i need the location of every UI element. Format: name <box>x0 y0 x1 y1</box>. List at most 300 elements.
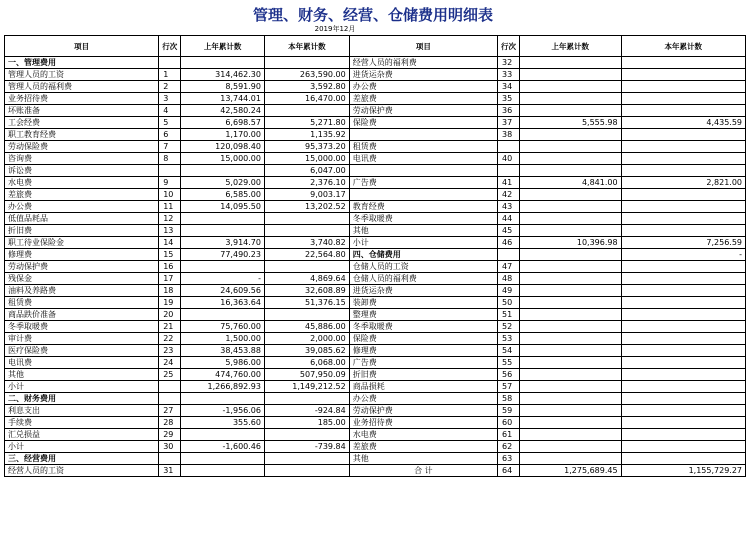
item-cell-left: 咨询费 <box>5 153 159 165</box>
last-year-cell-left: 1,500.00 <box>181 333 265 345</box>
row-no-cell-left: 15 <box>159 249 181 261</box>
item-cell-right: 保险费 <box>349 117 497 129</box>
item-cell-right: 其他 <box>349 225 497 237</box>
this-year-cell-right <box>621 141 745 153</box>
item-cell-right <box>349 189 497 201</box>
last-year-cell-right <box>519 189 621 201</box>
item-cell-right: 办公费 <box>349 81 497 93</box>
row-no-cell-left: 1 <box>159 69 181 81</box>
item-cell-left: 油料及养路费 <box>5 285 159 297</box>
last-year-cell-left: -1,600.46 <box>181 441 265 453</box>
item-cell-right: 冬季取暖费 <box>349 321 497 333</box>
last-year-cell-right <box>519 213 621 225</box>
this-year-cell-right: 4,435.59 <box>621 117 745 129</box>
item-cell-left: 手续费 <box>5 417 159 429</box>
this-year-cell-left: -924.84 <box>264 405 349 417</box>
last-year-cell-right <box>519 141 621 153</box>
this-year-cell-left: 185.00 <box>264 417 349 429</box>
last-year-cell-right <box>519 153 621 165</box>
item-cell-right <box>349 129 497 141</box>
last-year-cell-left: 42,580.24 <box>181 105 265 117</box>
row-no-cell-right: 44 <box>497 213 519 225</box>
table-row <box>5 189 746 201</box>
last-year-cell-left <box>181 309 265 321</box>
this-year-cell-left: 263,590.00 <box>264 69 349 81</box>
this-year-cell-right <box>621 261 745 273</box>
this-year-cell-left: 3,740.82 <box>264 237 349 249</box>
report-date: 2019年12月 <box>314 25 356 33</box>
expense-ledger-table <box>4 35 746 477</box>
this-year-cell-right <box>621 165 745 177</box>
header-row-no-left: 行次 <box>159 36 181 57</box>
table-row <box>5 357 746 369</box>
item-cell-left: 冬季取暖费 <box>5 321 159 333</box>
this-year-cell-right <box>621 369 745 381</box>
last-year-cell-right <box>519 417 621 429</box>
last-year-cell-left: 1,170.00 <box>181 129 265 141</box>
this-year-cell-right: 1,155,729.27 <box>621 465 745 477</box>
last-year-cell-right <box>519 297 621 309</box>
last-year-cell-left: 3,914.70 <box>181 237 265 249</box>
table-row <box>5 177 746 189</box>
row-no-cell-right: 64 <box>497 465 519 477</box>
row-no-cell-right: 45 <box>497 225 519 237</box>
row-no-cell-right: 37 <box>497 117 519 129</box>
table-row <box>5 165 746 177</box>
last-year-cell-left: 120,098.40 <box>181 141 265 153</box>
last-year-cell-right <box>519 261 621 273</box>
last-year-cell-left <box>181 213 265 225</box>
item-cell-right: 四、仓储费用 <box>349 249 497 261</box>
this-year-cell-right <box>621 333 745 345</box>
table-row <box>5 321 746 333</box>
last-year-cell-right <box>519 81 621 93</box>
item-cell-right <box>349 165 497 177</box>
last-year-cell-left <box>181 165 265 177</box>
row-no-cell-left: 9 <box>159 177 181 189</box>
row-no-cell-right: 53 <box>497 333 519 345</box>
table-row <box>5 117 746 129</box>
last-year-cell-right <box>519 369 621 381</box>
last-year-cell-left: 77,490.23 <box>181 249 265 261</box>
row-no-cell-right: 34 <box>497 81 519 93</box>
this-year-cell-left: 39,085.62 <box>264 345 349 357</box>
table-row <box>5 105 746 117</box>
last-year-cell-left: 13,744.01 <box>181 93 265 105</box>
last-year-cell-left: 38,453.88 <box>181 345 265 357</box>
this-year-cell-left: 507,950.09 <box>264 369 349 381</box>
row-no-cell-right: 54 <box>497 345 519 357</box>
this-year-cell-left: 3,592.80 <box>264 81 349 93</box>
item-cell-right: 水电费 <box>349 429 497 441</box>
item-cell-right: 其他 <box>349 453 497 465</box>
item-cell-left: 医疗保险费 <box>5 345 159 357</box>
table-row <box>5 129 746 141</box>
last-year-cell-left: 355.60 <box>181 417 265 429</box>
item-cell-right: 广告费 <box>349 357 497 369</box>
row-no-cell-right: 55 <box>497 357 519 369</box>
row-no-cell-right: 33 <box>497 69 519 81</box>
row-no-cell-left: 28 <box>159 417 181 429</box>
row-no-cell-right: 52 <box>497 321 519 333</box>
last-year-cell-right <box>519 357 621 369</box>
row-no-cell-left: 12 <box>159 213 181 225</box>
item-cell-right: 整理费 <box>349 309 497 321</box>
item-cell-left: 租赁费 <box>5 297 159 309</box>
last-year-cell-left <box>181 393 265 405</box>
last-year-cell-right <box>519 441 621 453</box>
row-no-cell-right: 40 <box>497 153 519 165</box>
last-year-cell-right <box>519 273 621 285</box>
table-row <box>5 441 746 453</box>
item-cell-right: 进货运杂费 <box>349 69 497 81</box>
row-no-cell-left: 2 <box>159 81 181 93</box>
last-year-cell-right <box>519 381 621 393</box>
item-cell-left: 管理人员的福利费 <box>5 81 159 93</box>
this-year-cell-left <box>264 261 349 273</box>
this-year-cell-left: 5,271.80 <box>264 117 349 129</box>
table-row <box>5 261 746 273</box>
this-year-cell-right <box>621 441 745 453</box>
this-year-cell-left: 95,373.20 <box>264 141 349 153</box>
table-row <box>5 81 746 93</box>
this-year-cell-right: 7,256.59 <box>621 237 745 249</box>
item-cell-left: 水电费 <box>5 177 159 189</box>
last-year-cell-left <box>181 225 265 237</box>
this-year-cell-left <box>264 105 349 117</box>
this-year-cell-right <box>621 309 745 321</box>
this-year-cell-right <box>621 189 745 201</box>
this-year-cell-right <box>621 285 745 297</box>
item-cell-right: 广告费 <box>349 177 497 189</box>
last-year-cell-left: 14,095.50 <box>181 201 265 213</box>
this-year-cell-right <box>621 225 745 237</box>
this-year-cell-left: 9,003.17 <box>264 189 349 201</box>
this-year-cell-left: 45,886.00 <box>264 321 349 333</box>
item-cell-left: 诉讼费 <box>5 165 159 177</box>
item-cell-right: 劳动保护费 <box>349 405 497 417</box>
header-item-left: 项目 <box>5 36 159 57</box>
row-no-cell-right: 58 <box>497 393 519 405</box>
this-year-cell-right <box>621 381 745 393</box>
table-row <box>5 93 746 105</box>
this-year-cell-right <box>621 345 745 357</box>
this-year-cell-left: 16,470.00 <box>264 93 349 105</box>
table-row <box>5 153 746 165</box>
last-year-cell-right <box>519 165 621 177</box>
row-no-cell-left: 31 <box>159 465 181 477</box>
item-cell-right: 装卸费 <box>349 297 497 309</box>
last-year-cell-right <box>519 249 621 261</box>
this-year-cell-left: 2,376.10 <box>264 177 349 189</box>
table-row <box>5 345 746 357</box>
this-year-cell-right <box>621 321 745 333</box>
this-year-cell-left: 13,202.52 <box>264 201 349 213</box>
item-cell-left: 小计 <box>5 441 159 453</box>
table-row <box>5 333 746 345</box>
row-no-cell-left: 27 <box>159 405 181 417</box>
table-row <box>5 369 746 381</box>
last-year-cell-right: 1,275,689.45 <box>519 465 621 477</box>
row-no-cell-right: 38 <box>497 129 519 141</box>
header-last-year-right: 上年累计数 <box>519 36 621 57</box>
last-year-cell-left: 16,363.64 <box>181 297 265 309</box>
row-no-cell-right: 56 <box>497 369 519 381</box>
last-year-cell-left: 24,609.56 <box>181 285 265 297</box>
this-year-cell-right <box>621 417 745 429</box>
item-cell-left: 其他 <box>5 369 159 381</box>
row-no-cell-left: 25 <box>159 369 181 381</box>
item-cell-left: 折旧费 <box>5 225 159 237</box>
this-year-cell-left <box>264 429 349 441</box>
item-cell-left: 差旅费 <box>5 189 159 201</box>
item-cell-left: 坏账准备 <box>5 105 159 117</box>
last-year-cell-left: 474,760.00 <box>181 369 265 381</box>
row-no-cell-right: 46 <box>497 237 519 249</box>
this-year-cell-right <box>621 273 745 285</box>
last-year-cell-left: 6,585.00 <box>181 189 265 201</box>
row-no-cell-right: 42 <box>497 189 519 201</box>
row-no-cell-right: 48 <box>497 273 519 285</box>
table-row <box>5 309 746 321</box>
table-row <box>5 225 746 237</box>
item-cell-right: 修理费 <box>349 345 497 357</box>
item-cell-right: 电讯费 <box>349 153 497 165</box>
item-cell-left: 审计费 <box>5 333 159 345</box>
row-no-cell-left: 19 <box>159 297 181 309</box>
item-cell-left: 管理人员的工资 <box>5 69 159 81</box>
table-row <box>5 453 746 465</box>
row-no-cell-left: 29 <box>159 429 181 441</box>
item-cell-left: 利息支出 <box>5 405 159 417</box>
last-year-cell-left: -1,956.06 <box>181 405 265 417</box>
this-year-cell-left: 1,135.92 <box>264 129 349 141</box>
last-year-cell-left <box>181 57 265 69</box>
last-year-cell-right <box>519 225 621 237</box>
this-year-cell-right <box>621 393 745 405</box>
row-no-cell-right: 50 <box>497 297 519 309</box>
this-year-cell-left <box>264 309 349 321</box>
last-year-cell-right <box>519 93 621 105</box>
this-year-cell-left: 22,564.80 <box>264 249 349 261</box>
last-year-cell-left: 75,760.00 <box>181 321 265 333</box>
last-year-cell-right <box>519 393 621 405</box>
row-no-cell-left: 10 <box>159 189 181 201</box>
this-year-cell-right: - <box>621 249 745 261</box>
item-cell-right: 租赁费 <box>349 141 497 153</box>
last-year-cell-left <box>181 453 265 465</box>
item-cell-left: 经营人员的工资 <box>5 465 159 477</box>
table-row <box>5 249 746 261</box>
table-row <box>5 201 746 213</box>
item-cell-left: 业务招待费 <box>5 93 159 105</box>
this-year-cell-left <box>264 213 349 225</box>
item-cell-left: 修理费 <box>5 249 159 261</box>
item-cell-right: 小计 <box>349 237 497 249</box>
last-year-cell-right <box>519 69 621 81</box>
last-year-cell-right <box>519 201 621 213</box>
row-no-cell-right <box>497 165 519 177</box>
this-year-cell-left: 6,047.00 <box>264 165 349 177</box>
table-row <box>5 213 746 225</box>
row-no-cell-left: 14 <box>159 237 181 249</box>
row-no-cell-right: 47 <box>497 261 519 273</box>
page-title: 管理、财务、经营、仓储费用明细表 <box>252 6 493 24</box>
this-year-cell-left <box>264 465 349 477</box>
last-year-cell-right <box>519 129 621 141</box>
row-no-cell-right: 63 <box>497 453 519 465</box>
header-this-year-left: 本年累计数 <box>264 36 349 57</box>
this-year-cell-left: 2,000.00 <box>264 333 349 345</box>
this-year-cell-left: 51,376.15 <box>264 297 349 309</box>
last-year-cell-left <box>181 465 265 477</box>
table-row <box>5 273 746 285</box>
this-year-cell-left: -739.84 <box>264 441 349 453</box>
this-year-cell-right <box>621 105 745 117</box>
this-year-cell-right <box>621 357 745 369</box>
row-no-cell-left: 18 <box>159 285 181 297</box>
table-row <box>5 405 746 417</box>
header-row-no-right: 行次 <box>497 36 519 57</box>
this-year-cell-right <box>621 297 745 309</box>
last-year-cell-right <box>519 429 621 441</box>
last-year-cell-right <box>519 309 621 321</box>
this-year-cell-left: 15,000.00 <box>264 153 349 165</box>
table-row <box>5 393 746 405</box>
item-cell-left: 工会经费 <box>5 117 159 129</box>
item-cell-right: 商品损耗 <box>349 381 497 393</box>
table-header-row <box>5 36 746 57</box>
this-year-cell-right <box>621 93 745 105</box>
table-row <box>5 417 746 429</box>
item-cell-right: 差旅费 <box>349 93 497 105</box>
item-cell-left: 汇兑损益 <box>5 429 159 441</box>
item-cell-right: 冬季取暖费 <box>349 213 497 225</box>
row-no-cell-right: 41 <box>497 177 519 189</box>
row-no-cell-right: 43 <box>497 201 519 213</box>
this-year-cell-left: 32,608.89 <box>264 285 349 297</box>
last-year-cell-right <box>519 57 621 69</box>
this-year-cell-right <box>621 405 745 417</box>
row-no-cell-left: 21 <box>159 321 181 333</box>
item-cell-left: 商品跌价准备 <box>5 309 159 321</box>
row-no-cell-right: 36 <box>497 105 519 117</box>
item-cell-left: 劳动保护费 <box>5 261 159 273</box>
row-no-cell-left: 8 <box>159 153 181 165</box>
last-year-cell-right <box>519 333 621 345</box>
row-no-cell-right: 49 <box>497 285 519 297</box>
item-cell-right: 合 计 <box>349 465 497 477</box>
row-no-cell-left: 13 <box>159 225 181 237</box>
table-row <box>5 297 746 309</box>
this-year-cell-right <box>621 69 745 81</box>
last-year-cell-left: 5,029.00 <box>181 177 265 189</box>
item-cell-left: 小计 <box>5 381 159 393</box>
item-cell-left: 一、管理费用 <box>5 57 159 69</box>
row-no-cell-left <box>159 453 181 465</box>
row-no-cell-right: 62 <box>497 441 519 453</box>
row-no-cell-left: 24 <box>159 357 181 369</box>
last-year-cell-left: 8,591.90 <box>181 81 265 93</box>
this-year-cell-left <box>264 57 349 69</box>
row-no-cell-left: 4 <box>159 105 181 117</box>
table-row <box>5 237 746 249</box>
item-cell-left: 职工待业保险金 <box>5 237 159 249</box>
this-year-cell-right <box>621 57 745 69</box>
this-year-cell-left <box>264 453 349 465</box>
row-no-cell-left <box>159 57 181 69</box>
item-cell-right: 仓储人员的福利费 <box>349 273 497 285</box>
row-no-cell-left: 17 <box>159 273 181 285</box>
item-cell-left: 办公费 <box>5 201 159 213</box>
row-no-cell-right: 51 <box>497 309 519 321</box>
table-row <box>5 141 746 153</box>
this-year-cell-right <box>621 201 745 213</box>
last-year-cell-right: 4,841.00 <box>519 177 621 189</box>
this-year-cell-right <box>621 81 745 93</box>
this-year-cell-left <box>264 393 349 405</box>
item-cell-right: 差旅费 <box>349 441 497 453</box>
row-no-cell-left <box>159 165 181 177</box>
row-no-cell-left <box>159 381 181 393</box>
table-row <box>5 69 746 81</box>
header-item-right: 项目 <box>349 36 497 57</box>
this-year-cell-right <box>621 429 745 441</box>
item-cell-left: 残保金 <box>5 273 159 285</box>
row-no-cell-right: 35 <box>497 93 519 105</box>
last-year-cell-left: - <box>181 273 265 285</box>
last-year-cell-right <box>519 405 621 417</box>
item-cell-left: 职工教育经费 <box>5 129 159 141</box>
last-year-cell-left: 314,462.30 <box>181 69 265 81</box>
item-cell-left: 电讯费 <box>5 357 159 369</box>
last-year-cell-left: 5,986.00 <box>181 357 265 369</box>
last-year-cell-left <box>181 261 265 273</box>
item-cell-right: 劳动保护费 <box>349 105 497 117</box>
row-no-cell-right: 59 <box>497 405 519 417</box>
this-year-cell-left: 4,869.64 <box>264 273 349 285</box>
this-year-cell-left <box>264 225 349 237</box>
table-row <box>5 381 746 393</box>
row-no-cell-left: 3 <box>159 93 181 105</box>
this-year-cell-right <box>621 153 745 165</box>
row-no-cell-right: 61 <box>497 429 519 441</box>
row-no-cell-right: 60 <box>497 417 519 429</box>
row-no-cell-left: 20 <box>159 309 181 321</box>
row-no-cell-left: 5 <box>159 117 181 129</box>
this-year-cell-right <box>621 453 745 465</box>
item-cell-right: 办公费 <box>349 393 497 405</box>
row-no-cell-left: 7 <box>159 141 181 153</box>
last-year-cell-right <box>519 453 621 465</box>
table-row <box>5 465 746 477</box>
row-no-cell-left <box>159 393 181 405</box>
this-year-cell-left: 1,149,212.52 <box>264 381 349 393</box>
last-year-cell-right <box>519 321 621 333</box>
last-year-cell-left: 1,266,892.93 <box>181 381 265 393</box>
row-no-cell-left: 23 <box>159 345 181 357</box>
this-year-cell-right <box>621 213 745 225</box>
row-no-cell-left: 16 <box>159 261 181 273</box>
row-no-cell-right <box>497 249 519 261</box>
table-row <box>5 285 746 297</box>
last-year-cell-right: 10,396.98 <box>519 237 621 249</box>
item-cell-right: 业务招待费 <box>349 417 497 429</box>
item-cell-left: 低值品耗品 <box>5 213 159 225</box>
item-cell-right: 折旧费 <box>349 369 497 381</box>
last-year-cell-left: 6,698.57 <box>181 117 265 129</box>
item-cell-right: 仓储人员的工资 <box>349 261 497 273</box>
